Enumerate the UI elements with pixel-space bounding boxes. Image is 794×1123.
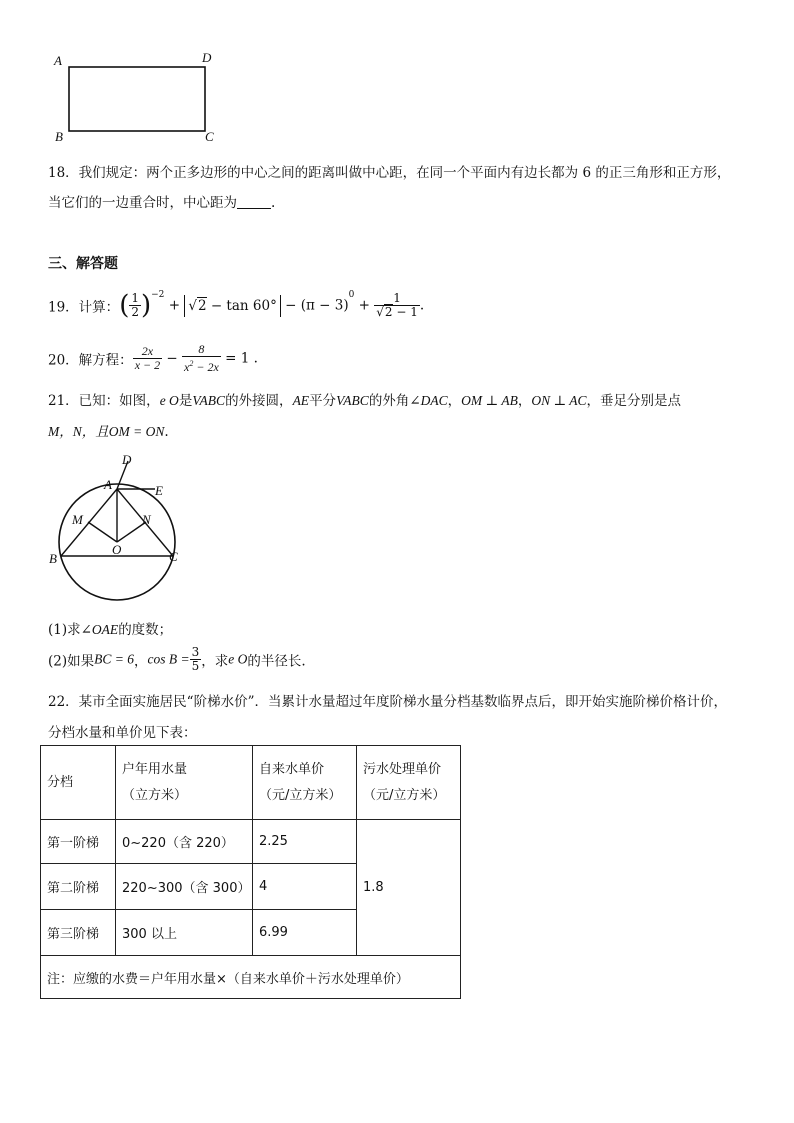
circle-o: e O bbox=[159, 393, 179, 408]
q20-fraction-1 bbox=[133, 345, 162, 372]
sewage-price-cell: 1.8 bbox=[357, 820, 461, 956]
fig-label-d: D bbox=[122, 452, 132, 467]
volume-cell: 220~300（含 300） bbox=[116, 864, 253, 910]
om-eq-on: OM = ON bbox=[108, 424, 165, 439]
table-note-row bbox=[41, 956, 461, 999]
label-b: B bbox=[55, 129, 63, 144]
header-water-l1: 自来水单价 bbox=[259, 761, 325, 777]
water-price-cell: 4 bbox=[253, 864, 357, 910]
q21-l1c: 的外接圆， bbox=[225, 393, 293, 409]
sqrt-2: 2 bbox=[197, 297, 207, 314]
q21-l1e: 的外角 bbox=[368, 393, 410, 409]
header-water-l2: （元/立方米） bbox=[259, 787, 342, 803]
half-num: 1 bbox=[131, 291, 139, 305]
tan-text: − tan 60° bbox=[206, 297, 277, 314]
fig-label-b: B bbox=[49, 551, 57, 566]
q20-f1-den: x − 2 bbox=[134, 358, 161, 372]
circle-figure bbox=[45, 450, 195, 610]
q18-line2-end: . bbox=[271, 195, 276, 211]
sub2-c: 的半径长. bbox=[247, 653, 306, 670]
q21-l1f: ， bbox=[447, 393, 462, 409]
q22-line2: 分档水量和单价见下表： bbox=[48, 725, 197, 741]
header-cell-water-price bbox=[253, 746, 357, 820]
question-19 bbox=[48, 290, 424, 321]
circle-o-2: e O bbox=[228, 651, 248, 667]
exp-0: 0 bbox=[348, 290, 355, 300]
plus-1: + bbox=[168, 297, 181, 314]
q21-sub1 bbox=[48, 618, 172, 638]
fig-label-c: C bbox=[169, 549, 178, 564]
label-d: D bbox=[202, 50, 212, 65]
q20-f2-den-a: x bbox=[184, 360, 190, 374]
fig-label-e: E bbox=[155, 483, 163, 498]
triangle-abc-2: VABC bbox=[336, 393, 369, 408]
table-row bbox=[41, 820, 461, 864]
angle-oae: ∠OAE bbox=[80, 622, 119, 637]
header-tier-label: 分档 bbox=[47, 774, 74, 790]
segment-ae: AE bbox=[292, 393, 310, 408]
fig-label-o: O bbox=[112, 542, 122, 557]
cos-num: 3 bbox=[191, 645, 200, 659]
q21-l1a: 21．已知：如图， bbox=[48, 393, 160, 409]
minus-paren: − (π − 3) bbox=[280, 297, 349, 314]
cos-den: 5 bbox=[191, 659, 200, 673]
water-price-cell: 2.25 bbox=[253, 820, 357, 864]
header-volume-l2: （立方米） bbox=[122, 787, 188, 803]
q19-frac-den: √2 − 1 bbox=[376, 305, 418, 319]
sub1-a: (1)求 bbox=[48, 622, 81, 638]
tier-cell: 第二阶梯 bbox=[41, 864, 116, 910]
label-a: A bbox=[54, 53, 62, 68]
cos-fraction bbox=[190, 646, 202, 673]
bc-eq-6: BC = 6 bbox=[94, 651, 134, 667]
q18-line1: 18．我们规定：两个正多边形的中心之间的距离叫做中心距，在同一个平面内有边长都为 6 的正三角形和正方形， bbox=[48, 165, 731, 181]
q19-frac-num: 1 bbox=[374, 292, 420, 306]
water-price-table bbox=[40, 745, 461, 999]
volume-cell: 0~220（含 220） bbox=[116, 820, 253, 864]
paren-close: ) bbox=[140, 290, 152, 321]
table-note: 注：应缴的水费＝户年用水量×（自来水单价＋污水处理单价） bbox=[41, 956, 461, 999]
header-cell-tier bbox=[41, 746, 116, 820]
abs-value: √2 − tan 60° bbox=[184, 295, 281, 317]
plus-2: + bbox=[354, 297, 375, 314]
paren-open: ( bbox=[119, 290, 130, 321]
half-fraction bbox=[129, 292, 141, 319]
answer-blank bbox=[237, 196, 271, 209]
q22-line1: 22．某市全面实施居民“阶梯水价”．当累计水量超过年度阶梯水量分档基数临界点后，即开始实施阶梯价格计价， bbox=[48, 694, 727, 710]
q20-f2-den-b: − 2x bbox=[193, 360, 219, 374]
q20-fraction-2 bbox=[182, 343, 221, 374]
cos-b: cos B = bbox=[147, 651, 190, 667]
q19-den-rest: − 1 bbox=[392, 305, 418, 319]
header-volume-l1: 户年用水量 bbox=[122, 761, 188, 777]
water-price-cell: 6.99 bbox=[253, 910, 357, 956]
q18-line2-text: 当它们的一边重合时，中心距为 bbox=[48, 195, 237, 211]
perp-om-ab: OM ⊥ AB bbox=[461, 393, 518, 408]
header-cell-sewage-price bbox=[357, 746, 461, 820]
perp-on-ac: ON ⊥ AC bbox=[531, 393, 587, 408]
q19-fraction bbox=[374, 292, 420, 319]
q21-l1h: ，垂足分别是点 bbox=[586, 393, 682, 409]
q20-f2-den bbox=[182, 357, 221, 374]
label-c: C bbox=[205, 129, 214, 144]
q21-l1g: ， bbox=[517, 393, 532, 409]
sub1-b: 的度数； bbox=[118, 622, 173, 638]
fig-label-n: N bbox=[142, 512, 151, 527]
q21-l1b: 是 bbox=[178, 393, 193, 409]
q21-line1 bbox=[48, 389, 681, 409]
rectangle-figure bbox=[48, 48, 223, 146]
header-cell-volume bbox=[116, 746, 253, 820]
q20-f2-den-exp: 2 bbox=[189, 359, 194, 368]
question-20 bbox=[48, 343, 258, 374]
fig-label-m: M bbox=[72, 512, 83, 527]
triangle-abc: VABC bbox=[192, 393, 226, 408]
q21-line2 bbox=[48, 420, 169, 440]
volume-cell: 300 以上 bbox=[116, 910, 253, 956]
line-om bbox=[88, 522, 117, 542]
q20-eq: = 1 . bbox=[220, 350, 258, 367]
q21-l2b: . bbox=[164, 424, 169, 440]
q20-minus: − bbox=[162, 350, 183, 367]
table-header-row bbox=[41, 746, 461, 820]
fig-label-a: A bbox=[104, 477, 112, 492]
rectangle-abcd bbox=[69, 67, 205, 131]
header-sewage-l1: 污水处理单价 bbox=[363, 761, 442, 777]
sub2-sep: ， bbox=[134, 653, 148, 670]
sub2-b: ，求 bbox=[201, 653, 229, 670]
half-den: 2 bbox=[131, 305, 139, 319]
q21-l1d: 平分 bbox=[309, 393, 337, 409]
section-title: 三、解答题 bbox=[48, 256, 118, 272]
q20-prefix: 20．解方程： bbox=[48, 352, 133, 369]
q18-line2 bbox=[48, 191, 275, 211]
q19-end: . bbox=[419, 297, 425, 314]
q21-sub2 bbox=[48, 646, 306, 673]
exp-neg2: −2 bbox=[151, 290, 165, 300]
q20-f1-num: 2x bbox=[133, 345, 162, 359]
q21-l2a: M，N，且 bbox=[48, 424, 109, 439]
header-sewage-l2: （元/立方米） bbox=[363, 787, 446, 803]
tier-cell: 第三阶梯 bbox=[41, 910, 116, 956]
tier-cell: 第一阶梯 bbox=[41, 820, 116, 864]
q20-f2-num: 8 bbox=[182, 343, 221, 357]
q19-den-sqrt: 2 bbox=[384, 305, 393, 319]
q19-prefix: 19．计算： bbox=[48, 299, 120, 316]
angle-dac: ∠DAC bbox=[409, 393, 448, 408]
sub2-a: (2)如果 bbox=[48, 653, 95, 670]
